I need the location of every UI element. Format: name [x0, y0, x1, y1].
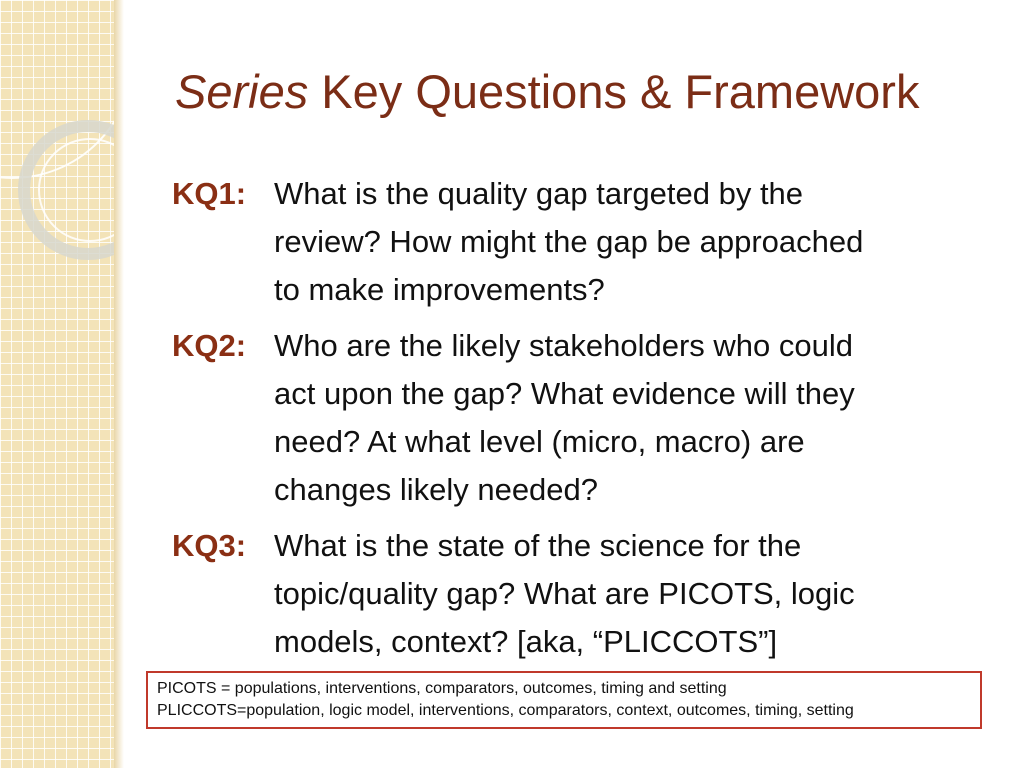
kq-line: Who are the likely stakeholders who could [274, 328, 853, 363]
definitions-note-box [146, 671, 982, 729]
kq-text [172, 522, 982, 666]
decorative-band-edge [114, 0, 124, 768]
key-question-3 [172, 522, 982, 666]
kq-label: KQ1: [172, 176, 247, 211]
note-picots-definition: PICOTS = populations, interventions, comparators, outcomes, timing and setting [157, 680, 727, 697]
kq-line: need? At what level (micro, macro) are [274, 424, 805, 459]
kq-line: to make improvements? [274, 272, 605, 307]
title-rest: Key Questions & Framework [308, 65, 920, 118]
key-question-1 [172, 170, 982, 314]
kq-line: review? How might the gap be approached [274, 224, 864, 259]
slide-title [175, 64, 919, 119]
kq-line: changes likely needed? [274, 472, 599, 507]
kq-line: What is the quality gap targeted by the [274, 176, 804, 211]
kq-label: KQ3: [172, 528, 247, 563]
kq-text [172, 322, 982, 514]
decorative-side-band [0, 0, 114, 768]
kq-label: KQ2: [172, 328, 247, 363]
kq-line: act upon the gap? What evidence will they [274, 376, 855, 411]
key-question-2 [172, 322, 982, 514]
kq-line: topic/quality gap? What are PICOTS, logic [274, 576, 855, 611]
title-italic: Series [175, 65, 309, 118]
kq-line: models, context? [aka, “PLICCOTS”] [274, 624, 778, 659]
note-pliccots-definition: PLICCOTS=population, logic model, interventions, comparators, context, outcomes, timing, setting [157, 702, 854, 719]
kq-text [172, 170, 982, 314]
kq-line: What is the state of the science for the [274, 528, 802, 563]
